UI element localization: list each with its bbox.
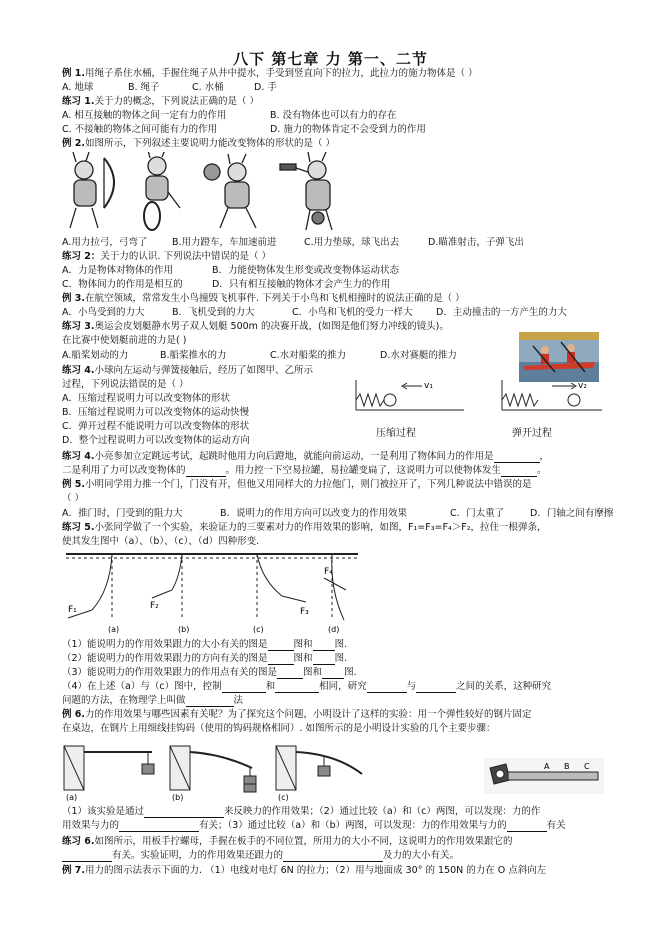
p4b-text-2a: 二是利用了力可以改变物体的	[62, 465, 186, 476]
force-label-f3: F₃	[300, 607, 309, 617]
p4b-stem-2	[62, 464, 647, 477]
p4-option-a: A．压缩过程说明力可以改变物体的形状	[62, 393, 230, 404]
p3-stem-2: 在比赛中使划艇前进的力是( )	[62, 335, 187, 346]
q2-cartoon-figure	[62, 152, 362, 232]
p1-option-c: C. 不接触的物体之间可能有力的作用	[62, 124, 218, 135]
p5-item-3-blank-2[interactable]	[322, 668, 344, 679]
p3-stem	[62, 320, 511, 333]
q5-label: 例 5.	[62, 479, 86, 490]
p5-label: 练习 5.	[62, 522, 95, 533]
p4b-end-2: 。	[537, 465, 547, 476]
strip-label-a: (a)	[108, 625, 120, 634]
p5-item-4b: 和	[265, 681, 276, 692]
spring-caption-release: 弹开过程	[512, 428, 552, 439]
p5-item-1	[62, 638, 647, 651]
p5-item-4g: 法	[233, 695, 244, 706]
p1-stem	[62, 95, 647, 108]
q1-text: 用绳子系住水桶，手握住绳子从井中提水，手受到竖直向下的拉力，此拉力的施力物体是（ ）	[85, 68, 478, 79]
q6-s1a: （1）该实验是通过	[62, 806, 145, 817]
q6-stem	[62, 708, 647, 721]
spring-caption-compress: 压缩过程	[376, 428, 416, 439]
p4b-text-2b: 。用力控一下空易拉罐，易拉罐变扁了，这说明力可以使物体发生	[225, 465, 502, 476]
q7-label: 例 7.	[62, 865, 86, 876]
p4b-label: 练习 4.	[62, 451, 95, 462]
p5-item-4e: 之间的关系，这种研究	[456, 681, 552, 692]
p4-text: 小球向左运动与弹簧接触后，经历了如图甲、乙所示	[94, 365, 314, 376]
q7-text: 用力的图示法表示下面的力. （1）电线对电灯 6N 的拉力；（2）用与地面成 30° 的 150N 的力在 O 点斜向左	[85, 865, 547, 876]
q1-option-a: A. 地球	[62, 82, 94, 93]
p5-item-4c: 相同，研究	[319, 681, 367, 692]
q2-label: 例 2.	[62, 138, 86, 149]
q6-label: 例 6.	[62, 709, 86, 720]
q6-answer-1	[62, 805, 647, 818]
p5-item-4-blank-2[interactable]	[275, 682, 319, 693]
p2-option-b: B．力能使物体发生形变或改变物体运动状态	[212, 265, 400, 276]
p1-label: 练习 1.	[62, 96, 95, 107]
p2-text: 关于力的认识. 下列说法中错误的是（ ）	[100, 251, 271, 262]
p5-item-4-line-2	[62, 694, 647, 707]
q3-option-a: A．小鸟受到的力大	[62, 307, 145, 318]
worksheet-title: 八下 第七章 力 第一、二节	[233, 50, 428, 68]
q2-option-d: D.瞄准射击，子弹飞出	[428, 237, 524, 248]
p6-blank-2[interactable]	[283, 851, 383, 862]
q6-s2a: 用效果与力的	[62, 820, 120, 831]
q6-s1b: 来反映力的作用效果；（2）通过比较（a）和（c）两图，可以发现：力的作	[224, 806, 541, 817]
q5-paren: （ ）	[62, 493, 85, 504]
p4b-blank-3[interactable]	[501, 466, 537, 477]
force-label-f2: F₂	[150, 601, 159, 611]
p5-item-4-blank-3[interactable]	[367, 682, 407, 693]
force-label-f1: F₁	[68, 605, 77, 615]
q6-blank-1[interactable]	[144, 807, 224, 818]
p3-text: 奥运会皮划艇静水男子双人划艇 500m 的决赛开战，(如图是他们努力冲线的镜头)。	[94, 321, 449, 332]
q1-option-c: C. 水桶	[192, 82, 224, 93]
q1-option-b: B. 绳子	[128, 82, 160, 93]
p4b-stem	[62, 450, 647, 463]
p2-label: 练习 2：	[62, 251, 101, 262]
p5-text: 小张同学做了一个实验，来验证力的三要素对力的作用效果的影响，如图，F₁=F₃=F₄＞F₂，拉住一根弹条，	[94, 522, 547, 533]
spring-velocity-2: v₂	[578, 381, 587, 391]
p5-item-2-and: 图和	[293, 653, 313, 664]
p3-option-b: B.船桨推水的力	[160, 350, 227, 361]
p4-option-b: B．压缩过程说明力可以改变物体的运动快慢	[62, 407, 250, 418]
p4-stem	[62, 364, 361, 377]
p5-stem	[62, 521, 647, 534]
p3-option-a: A.船桨划动的力	[62, 350, 129, 361]
p5-item-4f: 问题的方法，在物理学上叫做	[62, 695, 186, 706]
p4b-blank-1[interactable]	[494, 452, 540, 463]
p4b-end: ，	[539, 451, 550, 462]
q7-stem	[62, 864, 647, 877]
p3-label: 练习 3.	[62, 321, 95, 332]
q3-option-d: D．主动撞击的一方产生的力大	[436, 307, 567, 318]
p6-stem-2	[62, 849, 647, 862]
p5-item-2-blank-2[interactable]	[313, 654, 335, 665]
spring-velocity-1: v₁	[424, 381, 433, 391]
p2-option-d: D．只有相互接触的物体才会产生力的作用	[212, 279, 391, 290]
p4-option-d: D．整个过程说明力可以改变物体的运动方向	[62, 435, 250, 446]
wrench-figure	[484, 758, 604, 794]
strip-figure	[62, 550, 362, 636]
p2-option-a: A．力是物体对物体的作用	[62, 265, 173, 276]
q2-text: 如图所示，下列叙述主要说明力能改变物体的形状的是（ ）	[85, 138, 336, 149]
p6-t2a: 有关。实验证明，力的作用效果还跟力的	[112, 850, 284, 861]
q3-option-b: B．飞机受到的力大	[172, 307, 255, 318]
p4b-text: 小亮参加立定跳远考试，起跳时他用力向后蹬地，就能向前运动，一是利用了物体间力的作用是	[94, 451, 494, 462]
q5-option-b: B．说明力的作用方向可以改变力的作用效果	[220, 508, 408, 519]
p5-item-4-blank-1[interactable]	[222, 682, 266, 693]
p1-option-a: A. 相互接触的物体之间一定有力的作用	[62, 110, 227, 121]
p6-stem	[62, 835, 647, 848]
strip-label-c: (c)	[253, 625, 264, 634]
steel-label-c: (c)	[278, 793, 289, 802]
steel-label-b: (b)	[172, 793, 184, 802]
q2-option-b: B.用力蹬车，车加速前进	[172, 237, 277, 248]
p2-option-c: C．物体间力的作用是相互的	[62, 279, 183, 290]
p5-item-4-blank-4[interactable]	[416, 682, 456, 693]
p5-item-4d: 与	[406, 681, 417, 692]
q5-option-a: A．推门时，门受到的阻力大	[62, 508, 183, 519]
p3-option-c: C.水对船桨的推力	[270, 350, 347, 361]
q6-answer-2	[62, 819, 647, 832]
q2-option-c: C.用力垫球，球飞出去	[304, 237, 400, 248]
q6-blank-3[interactable]	[507, 821, 547, 832]
p5-item-1-blank-1[interactable]	[268, 640, 294, 651]
steel-label-a: (a)	[66, 793, 78, 802]
p5-item-3-blank-1[interactable]	[277, 668, 303, 679]
p5-item-2	[62, 652, 647, 665]
p1-option-b: B. 没有物体也可以有力的存在	[270, 110, 397, 121]
q3-text: 在航空领域，常常发生小鸟撞毁飞机事件. 下列关于小鸟和飞机相撞时的说法正确的是（ ）	[85, 293, 465, 304]
q5-text: 小明同学用力推一个门，门没有开，但他又用同样大的力拉他门，则门被拉开了，下列几种说法中错误的是	[85, 479, 532, 490]
p3-option-d: D.水对赛艇的推力	[380, 350, 457, 361]
p5-item-2-blank-1[interactable]	[268, 654, 294, 665]
p5-item-1-text: （1）能说明力的作用效果跟力的大小有关的图是	[62, 639, 268, 650]
q5-option-d: D．门轴之间有摩擦	[530, 508, 614, 519]
q2-option-a: A.用力拉弓，弓弯了	[62, 237, 148, 248]
strip-label-d: (d)	[328, 625, 340, 634]
p4-stem-2: 过程，下列说法错误的是（ ）	[62, 379, 189, 390]
p4-label: 练习 4.	[62, 365, 95, 376]
q3-stem	[62, 292, 647, 305]
p1-text: 关于力的概念，下列说法正确的是（ ）	[94, 96, 260, 107]
p6-t2b: 及力的大小有关。	[383, 850, 460, 861]
strip-label-b: (b)	[178, 625, 190, 634]
p5-item-2-text: （2）能说明力的作用效果跟力的方向有关的图是	[62, 653, 268, 664]
q6-stem-2: 在桌边，在钢片上用细线挂钩码（使用的钩码规格相同）. 如图所示的是小明设计实验的几个主要步骤：	[62, 723, 496, 734]
q6-text: 力的作用效果与哪些因素有关呢？为了探究这个问题，小明设计了这样的实验：用一个弹性较好的钢片固定	[85, 709, 532, 720]
wrench-point-c: C	[584, 762, 590, 771]
p5-item-2-tu: 图.	[334, 653, 348, 664]
q6-s2c: 有关	[546, 820, 566, 831]
q2-stem	[62, 137, 647, 150]
p5-item-4	[62, 680, 647, 693]
p6-label: 练习 6.	[62, 836, 95, 847]
p5-item-1-and: 图和	[293, 639, 313, 650]
spring-figure	[352, 372, 612, 420]
q1-option-d: D. 手	[254, 82, 277, 93]
p6-text: 如图所示，用板手拧螺母，手握在板手的不同位置，所用力的大小不同，这说明力的作用效果跟它的	[94, 836, 513, 847]
q5-stem	[62, 478, 647, 491]
p5-item-3-and: 图和	[303, 667, 323, 678]
p5-item-4-blank-5[interactable]	[186, 696, 234, 707]
q3-option-c: C．小鸟和飞机的受力一样大	[292, 307, 413, 318]
p5-item-1-tu: 图.	[334, 639, 348, 650]
q6-s2b: 有关；（3）通过比较（a）和（b）两图，可以发现：力的作用效果与力的	[199, 820, 507, 831]
q6-blank-2[interactable]	[119, 821, 199, 832]
q1-stem	[62, 67, 647, 80]
wrench-point-b: B	[564, 762, 570, 771]
q5-option-c: C．门太重了	[450, 508, 505, 519]
p5-item-4a: （4）在上述（a）与（c）图中，控制	[62, 681, 222, 692]
force-label-f4: F₄	[324, 567, 333, 577]
p4-option-c: C．弹开过程不能说明力可以改变物体的形状	[62, 421, 250, 432]
q3-label: 例 3.	[62, 293, 86, 304]
q1-label: 例 1.	[62, 68, 86, 79]
p1-option-d: D. 施力的物体肯定不会受到力的作用	[270, 124, 426, 135]
p4b-blank-2[interactable]	[186, 466, 226, 477]
wrench-point-a: A	[544, 762, 550, 771]
p5-item-3	[62, 666, 647, 679]
p6-blank-1[interactable]	[62, 851, 112, 862]
p5-item-3-text: （3）能说明力的作用效果跟力的作用点有关的图是	[62, 667, 278, 678]
p5-stem-2: 使其发生图中（a）、（b）、（c）、（d）四种形变.	[62, 536, 260, 547]
p5-item-3-tu: 图.	[344, 667, 357, 678]
steel-strip-figure	[62, 740, 372, 802]
p2-stem	[62, 250, 647, 263]
p5-item-1-blank-2[interactable]	[313, 640, 335, 651]
